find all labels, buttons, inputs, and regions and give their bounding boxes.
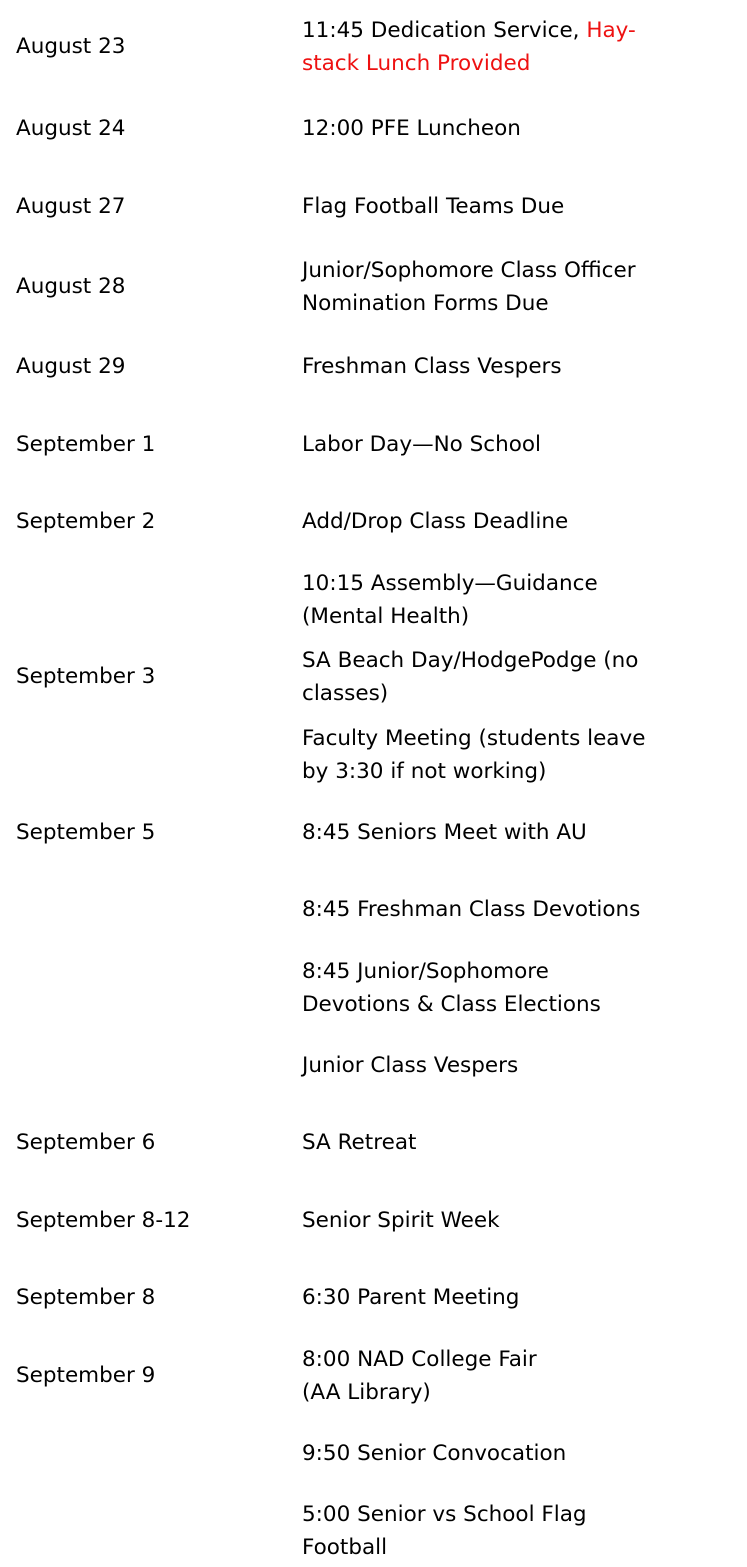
- event-date: September 2: [16, 509, 156, 534]
- event-description: [302, 254, 702, 320]
- event-text: SA Beach Day/HodgePodge (no: [302, 648, 639, 673]
- event-description: [302, 14, 702, 80]
- event-date: August 24: [16, 116, 126, 141]
- event-text: (Mental Health): [302, 604, 470, 629]
- event-description: Junior Class Vespers: [302, 1053, 519, 1078]
- event-description: SA Retreat: [302, 1130, 417, 1155]
- event-text: 5:00 Senior vs School Flag: [302, 1502, 587, 1527]
- event-date: September 1: [16, 432, 156, 457]
- event-text: 8:45 Junior/Sophomore: [302, 959, 549, 984]
- event-description: Flag Football Teams Due: [302, 194, 565, 219]
- event-description: 9:50 Senior Convocation: [302, 1441, 567, 1466]
- event-description: [302, 644, 702, 710]
- event-date: August 27: [16, 194, 126, 219]
- event-description: Senior Spirit Week: [302, 1208, 500, 1233]
- event-description: Freshman Class Vespers: [302, 354, 562, 379]
- event-text: Nomination Forms Due: [302, 291, 549, 316]
- event-highlight-text: Hay-: [586, 18, 636, 43]
- event-text: Faculty Meeting (students leave: [302, 726, 646, 751]
- event-description: 8:45 Seniors Meet with AU: [302, 820, 587, 845]
- event-date: September 6: [16, 1130, 156, 1155]
- event-date: September 5: [16, 820, 156, 845]
- event-description: [302, 722, 702, 788]
- event-date: September 8: [16, 1285, 156, 1310]
- event-date: August 28: [16, 274, 126, 299]
- event-text: 10:15 Assembly—Guidance: [302, 571, 598, 596]
- event-text: Devotions & Class Elections: [302, 992, 601, 1017]
- event-text: 11:45 Dedication Service,: [302, 18, 587, 43]
- event-description: [302, 567, 702, 633]
- event-text: Junior/Sophomore Class Officer: [302, 258, 636, 283]
- event-description: Labor Day—No School: [302, 432, 542, 457]
- event-description: Add/Drop Class Deadline: [302, 509, 569, 534]
- event-description: 8:45 Freshman Class Devotions: [302, 897, 641, 922]
- event-date: September 8-12: [16, 1208, 191, 1233]
- event-text: by 3:30 if not working): [302, 759, 547, 784]
- event-text: 8:00 NAD College Fair: [302, 1347, 537, 1372]
- event-description: 12:00 PFE Luncheon: [302, 116, 521, 141]
- event-description: 6:30 Parent Meeting: [302, 1285, 520, 1310]
- event-date: August 29: [16, 354, 126, 379]
- event-description: [302, 1343, 702, 1409]
- event-description: [302, 955, 702, 1021]
- event-text: (AA Library): [302, 1380, 431, 1405]
- event-text: classes): [302, 681, 389, 706]
- event-text: Football: [302, 1535, 388, 1560]
- event-description: [302, 1498, 702, 1564]
- event-date: August 23: [16, 34, 126, 59]
- event-highlight-text: stack Lunch Provided: [302, 51, 531, 76]
- event-date: September 3: [16, 664, 156, 689]
- event-date: September 9: [16, 1363, 156, 1388]
